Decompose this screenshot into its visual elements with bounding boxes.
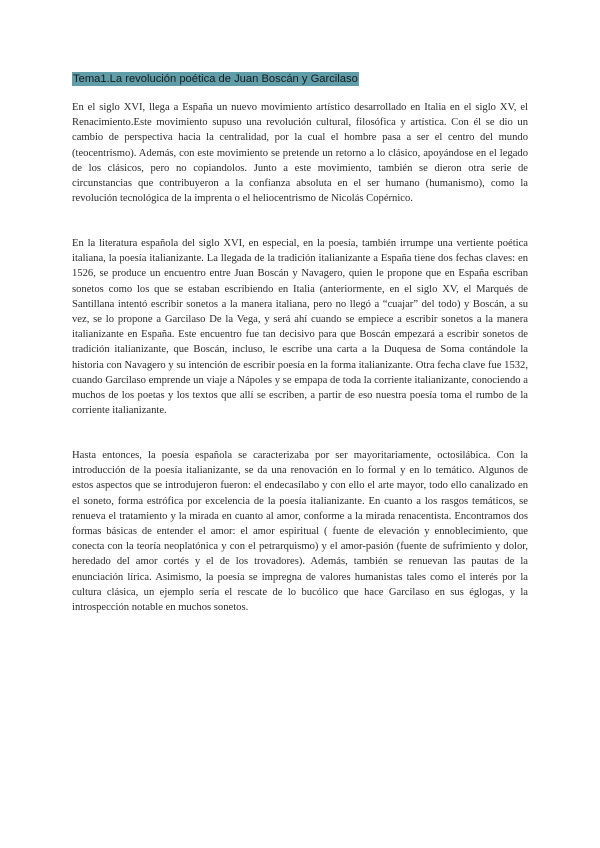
paragraph-renacimiento: En el siglo XVI, llega a España un nuevo movimiento artístico desarrollado en Italia en el siglo XV, el Renacimiento.Este movimiento supuso una revolución cultural, filosófica y artística. Con él se dio un cambio de perspectiva hacia la centralidad, por la cual el hombre pasa a ser el centro del mundo (teocentrismo). Además, con este movimiento se pretende un retorno a lo clásico, apoyándose en el legado de los clásicos, pero no copiandolos. Junto a este movimiento, también se dieron otra serie de circunstancias que contribuyeron a la confianza absoluta en el ser humano (humanismo), como la revolución tecnológica de la imprenta o el heliocentrismo de Nicolás Copérnico. [72, 102, 528, 205]
paragraph-renovacion-formal: Hasta entonces, la poesía española se caracterizaba por ser mayoritariamente, octosilábica. Con la introducción de la poesía italianizante, se da una renovación en lo formal y en lo temático. Algunos de estos aspectos que se introdujeron fueron: el endecasílabo y con ello el arte mayor, todo ello canalizado en el soneto, forma estrófica por excelencia de la poesía italianizante. En cuanto a los rasgos temáticos, se renueva el tratamiento y la mirada en cuanto al amor, conforme a la mirada renacentista. Encontramos dos formas básicas de entender el amor: el amor espiritual ( fuente de elevación y ennoblecimiento, que conecta con la teoría neoplatónica y con el petrarquismo) y el amor-pasión (fuente de sufrimiento y dolor, heredado del amor cortés y el de los trovadores). Además, también se renuevan las pautas de la enunciación lírica. Asimismo, la poesía se impregna de valores humanistas tales como el interés por la cultura clásica, un ejemplo sería el rescate de lo bucólico que hace Garcilaso en sus églogas, y la introspección notable en muchos sonetos. [72, 450, 528, 614]
document-title: Tema1.La revolución poética de Juan Boscán y Garcilaso [73, 73, 358, 85]
paragraph-poesia-italianizante: En la literatura española del siglo XVI, en especial, en la poesía, también irrumpe una vertiente poética italiana, la poesía italianizante. La llegada de la tradición italianizante a España tiene dos fechas claves: en 1526, se produce un encuentro entre Juan Boscán y Navagero, quien le propone que en España escriban sonetos como los que se estaban escribiendo en Italia (anteriormente, en el siglo XV, el Marqués de Santillana intentó escribir sonetos a la manera italiana, pero no llegó a “cuajar” del todo) y Boscán, a su vez, se lo propone a Garcilaso De la Vega, y será ahí cuando se empiece a escribir sonetos a la manera italianizante en España. Este encuentro fue tan decisivo para que Boscán empezará a escribir sonetos de tradición italianizante, que Boscán, incluso, le escribe una carta a la Duquesa de Soma contándole la historia con Navagero y su intención de escribir poesía en la forma italianizante. Otra fecha clave fue 1532, cuando Garcilaso emprende un viaje a Nápoles y se empapa de toda la corriente italianizante, conociendo a muchos de los poetas y los textos que allí se escriben, a partir de eso nuestra poesía toma el rumbo de la corriente italianizante. [72, 238, 528, 417]
